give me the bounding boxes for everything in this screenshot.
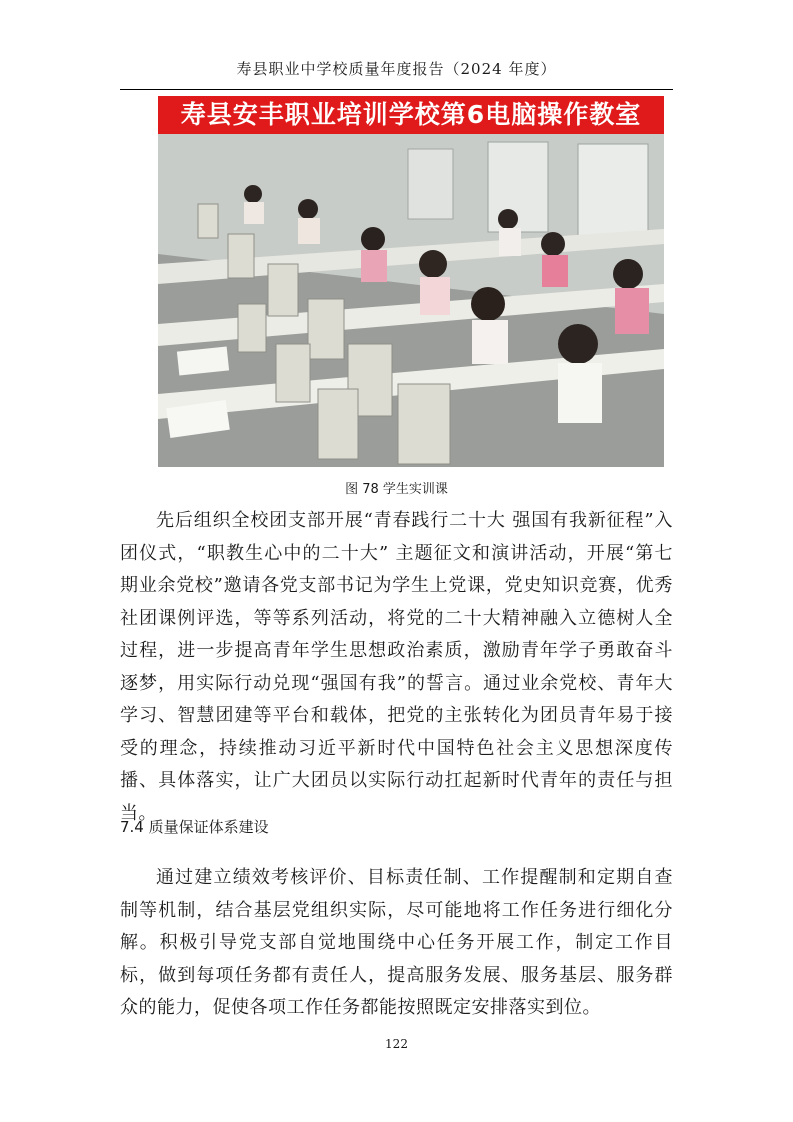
section-heading: 7.4 质量保证体系建设 [120,818,269,836]
page-number: 122 [385,1037,408,1051]
classroom-photo-scene [158,134,664,467]
page-header: 寿县职业中学校质量年度报告（2024 年度） [236,60,557,78]
photo-banner: 寿县安丰职业培训学校第6电脑操作教室 [158,96,664,134]
classroom-photo [158,96,664,467]
body-paragraph-2: 通过建立绩效考核评价、目标责任制、工作提醒制和定期自查制等机制，结合基层党组织实际，尽可能地将工作任务进行细化分解。积极引导党支部自觉地围绕中心任务开展工作，制定工作目标，做到每项任务都有责任人，提高服务发展、服务基层、服务群众的能力，促使各项工作任务都能按照既定安排落实到位。 [120,867,673,1018]
figure-caption: 图 78 学生实训课 [345,482,448,497]
header-divider [120,89,673,90]
body-paragraph-1: 先后组织全校团支部开展“青春践行二十大 强国有我新征程”入团仪式，“职教生心中的二十大” 主题征文和演讲活动，开展“第七期业余党校”邀请各党支部书记为学生上党课，党史知识竞赛，优秀社团课例评选，等等系列活动，将党的二十大精神融入立德树人全过程，进一步提高青年学生思想政治素质，激励青年学子勇敢奋斗逐梦，用实际行动兑现“强国有我”的誓言。通过业余党校、青年大学习、智慧团建等平台和载体，把党的主张转化为团员青年易于接受的理念，持续推动习近平新时代中国特色社会主义思想深度传播、具体落实，让广大团员以实际行动扛起新时代青年的责任与担当。 [120,510,673,824]
